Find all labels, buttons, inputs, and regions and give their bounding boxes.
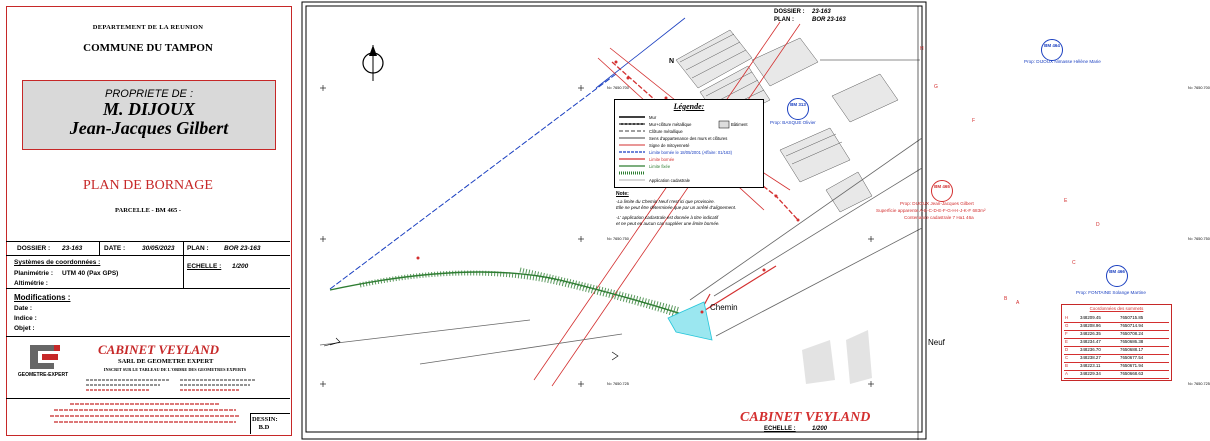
- survey-plan: [300, 0, 1210, 441]
- legend-title: Légende:: [673, 102, 705, 111]
- divider: [6, 241, 290, 242]
- divider: [250, 413, 251, 434]
- plan-echelle-label: ECHELLE :: [764, 426, 796, 432]
- coords-cell: A: [1065, 371, 1068, 376]
- address-lines: [80, 376, 260, 396]
- legend-item: Mur: [649, 115, 657, 120]
- owner-bm465: Prop: DIJOUX Jean-Jacques Gilbert: [900, 201, 974, 206]
- cabinet-subtitle: SARL DE GEOMETRE EXPERT: [118, 358, 214, 365]
- divider: [6, 255, 290, 256]
- divider: [183, 241, 184, 288]
- point-label: G: [934, 84, 938, 90]
- planimetrie-label: Planimétrie :: [14, 270, 54, 277]
- title-block: [0, 0, 300, 441]
- coords-cell: 348238.27: [1080, 355, 1101, 360]
- plan-echelle-value: 1/200: [812, 426, 828, 432]
- grid-label: N= 7650.700: [1188, 86, 1210, 90]
- coords-row: [1064, 371, 1169, 379]
- coords-cell: 7650708.24: [1120, 331, 1144, 336]
- legend-item: Application cadastrale: [649, 178, 690, 183]
- coords-cell: 348208.96: [1080, 323, 1101, 328]
- coords-cell: 348234.47: [1080, 339, 1101, 344]
- services-list: [40, 401, 250, 429]
- dessin-value: B.D: [258, 424, 270, 431]
- note-line: -L' application cadastrale est donnée à titre indicatif: [616, 215, 719, 220]
- date-label: DATE :: [104, 245, 126, 252]
- coords-row: [1064, 339, 1169, 347]
- modifications-label: Modifications :: [14, 293, 71, 302]
- planimetrie-value: UTM 40 (Pax GPS): [62, 270, 119, 277]
- owner-box: [22, 80, 276, 150]
- north-label: N: [669, 58, 675, 65]
- owner-bm313: Prop: BASQUE Olivier: [770, 120, 816, 125]
- coords-cell: D: [1065, 347, 1069, 352]
- coords-cell: 7650677.54: [1120, 355, 1144, 360]
- coords-cell: E: [1065, 339, 1068, 344]
- echelle-value: 1/200: [232, 263, 249, 270]
- legend-item: Limite bornée le 18/05/2001 (Affaire: 01/163): [649, 150, 733, 155]
- legend-item: Signe de mitoyenneté: [649, 143, 690, 148]
- coords-cell: 348236.70: [1080, 347, 1101, 352]
- cabinet-subtitle-2: INSCRIT SUR LE TABLEAU DE L'ORDRE DES GEOMETRES EXPERTS: [103, 367, 247, 372]
- cabinet-name: CABINET VEYLAND: [98, 342, 219, 357]
- legend-item: Limite bornée: [649, 157, 675, 162]
- coords-row: [1064, 323, 1169, 331]
- plan-dossier-label: DOSSIER :: [774, 9, 805, 15]
- dessin-label-text: DESSIN:: [252, 416, 278, 423]
- coords-cell: B: [1065, 363, 1068, 368]
- coords-cell: G: [1065, 323, 1069, 328]
- coords-cell: 7650668.63: [1120, 371, 1144, 376]
- parcelle-label: PARCELLE - BM 465 -: [115, 207, 181, 214]
- legend-item: Sens d'appartenance des murs et clôtures: [649, 136, 728, 141]
- owner-label: PROPRIETE DE :: [104, 88, 194, 100]
- coords-row: [1064, 347, 1169, 355]
- note-line: et ne peut en aucun cas suppléer une limite bornée.: [616, 221, 720, 226]
- grid-label: N= 7650.750: [607, 237, 629, 241]
- point-label: E: [1064, 198, 1068, 204]
- coords-cell: 7650686.38: [1120, 339, 1144, 344]
- coords-title: Coordonnées des sommets: [1089, 306, 1144, 311]
- road-label-neuf: Neuf: [928, 338, 945, 347]
- coords-cell: 7650688.17: [1120, 347, 1144, 352]
- coords-cell: H: [1065, 315, 1069, 320]
- echelle-label: ECHELLE :: [187, 263, 222, 270]
- coords-cell: 348223.11: [1080, 363, 1101, 368]
- coords-cell: 7650671.94: [1120, 363, 1144, 368]
- parcel-badge: BM 464: [1041, 39, 1063, 61]
- divider: [6, 288, 290, 289]
- dossier-value: 23-163: [62, 245, 83, 252]
- coords-row: [1064, 355, 1169, 363]
- grid-label: N= 7650.725: [607, 382, 629, 386]
- divider: [6, 336, 290, 337]
- grid-label: N= 7650.700: [607, 86, 629, 90]
- coords-cell: C: [1065, 355, 1069, 360]
- plan-value: BOR 23-163: [224, 245, 261, 252]
- coords-row: [1064, 363, 1169, 371]
- coords-cell: 7650714.94: [1120, 323, 1144, 328]
- point-label: F: [972, 118, 976, 124]
- parcel-badge: BM 313: [787, 98, 809, 120]
- services-lines: [40, 401, 250, 429]
- mod-objet-label: Objet :: [14, 325, 35, 332]
- notes-label: Note:: [616, 191, 629, 197]
- coords-cell: 348229.34: [1080, 371, 1101, 376]
- systemes-label: Systèmes de coordonnées :: [14, 259, 101, 266]
- grid-label: N= 7650.750: [1188, 237, 1210, 241]
- legend-item: Bâtiment: [731, 122, 748, 127]
- plan-plan-label: PLAN :: [774, 17, 794, 23]
- altimetrie-label: Altimétrie :: [14, 280, 48, 287]
- plan-cabinet-name: CABINET VEYLAND: [740, 410, 871, 425]
- dessin-label: [252, 416, 276, 432]
- owner-bm465-cadastre: Contenance cadastrale 7 Ha1 46a: [904, 215, 974, 220]
- coordinates-table: [1061, 304, 1172, 381]
- plan-label: PLAN :: [187, 245, 209, 252]
- mod-date-label: Date :: [14, 305, 33, 312]
- plan-dossier-value: 23-163: [812, 9, 831, 15]
- point-label: D: [1096, 222, 1100, 228]
- logo-caption: GEOMETRE-EXPERT: [17, 372, 69, 378]
- department-label: DEPARTEMENT DE LA REUNION: [92, 24, 204, 31]
- owner-name-line2: Jean-Jacques Gilbert: [69, 118, 229, 138]
- coords-row: [1064, 315, 1169, 323]
- divider: [99, 241, 100, 255]
- note-line: -La limite du Chemin Neuf n'est ici que provisoire.: [616, 199, 715, 204]
- parcel-badge: BM 465: [931, 180, 953, 202]
- plan-plan-value: BOR 23-163: [812, 17, 846, 23]
- coords-cell: 348226.35: [1080, 331, 1101, 336]
- plan-drawing: [300, 0, 929, 441]
- owner-bm465-area: Superficie apparente A-B-C-D-E-F-G-H-I-J-K-F 683m²: [876, 208, 986, 213]
- owner-bm464: Prop: DIJOUX Nimasse Hélène Marie: [1024, 59, 1101, 64]
- legend-item: Mur+clôture métallique: [649, 122, 692, 127]
- owner-bm466: Prop: FONTAINE Solange Martine: [1076, 290, 1146, 295]
- point-label: C: [1072, 260, 1076, 266]
- grid-label: N= 7650.725: [1188, 382, 1210, 386]
- mod-indice-label: Indice :: [14, 315, 37, 322]
- commune-label: COMMUNE DU TAMPON: [83, 42, 213, 54]
- parcel-badge: BM 466: [1106, 265, 1128, 287]
- owner-name-line1: M. DIJOUX: [102, 99, 195, 119]
- legend-item: Clôture métallique: [649, 129, 683, 134]
- coords-cell: F: [1065, 331, 1068, 336]
- divider: [250, 413, 290, 414]
- legend-item: Limite fixée: [649, 164, 671, 169]
- road-label-chemin: Chemin: [710, 303, 738, 312]
- coords-cell: 7650715.85: [1120, 315, 1144, 320]
- point-label: H: [920, 46, 924, 52]
- coords-row: [1064, 331, 1169, 339]
- cabinet-address-block: [80, 376, 260, 396]
- plan-title: PLAN DE BORNAGE: [83, 178, 213, 193]
- coords-cell: 348209.45: [1080, 315, 1101, 320]
- legend-box: [614, 99, 764, 188]
- date-value: 30/05/2023: [142, 245, 175, 252]
- point-label: A: [1016, 300, 1020, 306]
- note-line: Elle ne peut être déterminée que par un arrêté d'alignement.: [616, 205, 737, 210]
- divider: [6, 398, 290, 399]
- dossier-label: DOSSIER :: [17, 245, 51, 252]
- point-label: B: [1004, 296, 1008, 302]
- geometre-expert-logo: [14, 341, 72, 383]
